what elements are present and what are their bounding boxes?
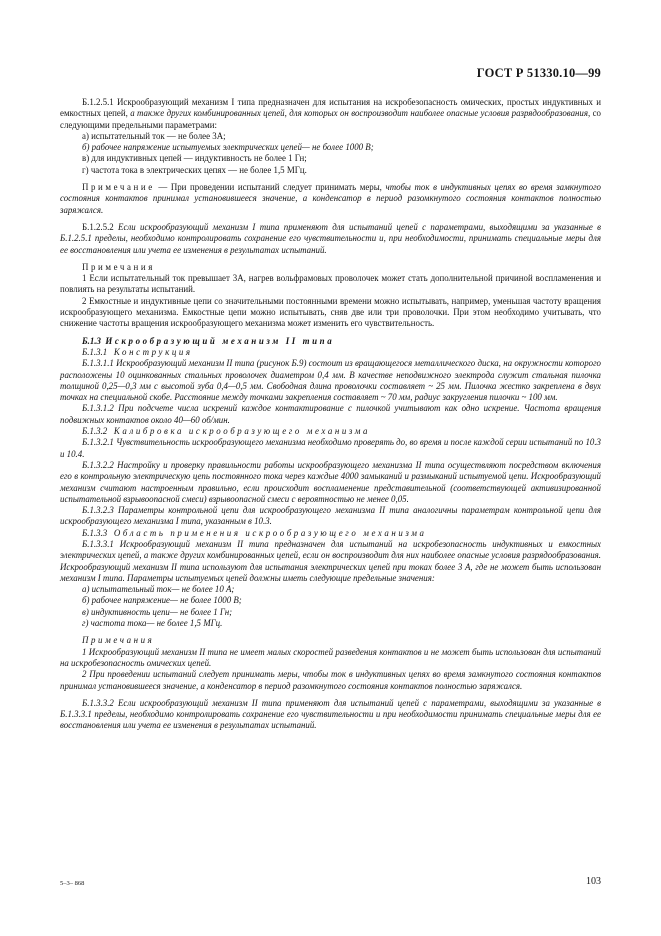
paragraph: Б.1.3.1.1 Искрообразующий механизм II типа (рисунок Б.9) состоит из вращающегося металлического диска, на окружности которого расположены 10 оцинкованных стальных проволочек диаметром 0,4 мм. В качестве неподвижного электрода служит стальная пилочка толщиной 0,25—0,3 мм с высотой зуба 0,4—0,5 мм. Свободная длина проволочки составляет ~ 25 мм. Пилочка жестко закреплена в двух точках на специальной скобе. Расстояние между точками закрепления составляет ~ 70 мм, радиус закругления пилочки ~ 100 мм. xyxy=(60,358,601,403)
subsection-heading: Б.1.3.1 Конструкция xyxy=(82,346,193,357)
note-item: 1 Искрообразующий механизм II типа не имеет малых скоростей разведения контактов и не может быть использован для испытаний на искробезопасность омических цепей. xyxy=(60,646,601,668)
paragraph-b1252: Б.1.2.5.2 Если искрообразующий механизм I типа применяют для испытаний цепей с параметрами, выходящими за указанные в Б.1.2.5.1 пределы, необходимо контролировать сохранение его чувствительности и, при необходимости, принимать специальные меры для ее восстановления или учета ее изменения в результатах испытаний. xyxy=(60,221,601,255)
list-item: г) частота тока— не более 1,5 МГц. xyxy=(82,618,223,629)
document-body xyxy=(60,97,601,732)
paragraph: Б.1.3.1.2 При подсчете числа искрений каждое контактирование с пилочкой учитывают как одно искрение. Частота вращения подвижных контактов около 40—60 об/мин. xyxy=(60,403,601,425)
paragraph: Б.1.3.3.1 Искрообразующий механизм II типа предназначен для испытаний на искробезопасность индуктивных и емкостных электрических цепей, а также других комбинированных цепей, если он воспроизводит для них наиболее опасные условия разрядообразования. Искрообразующий механизм II типа используют для испытания электрических цепей при токах более 3 А, где не может быть использован механизм I типа. Параметры испытуемых цепей должны иметь следующие предельные значения: xyxy=(60,538,601,583)
note-item: 2 Емкостные и индуктивные цепи со значительными постоянными времени можно испытывать, например, уменьшая частоту вращения искрообразующего механизма. Емкостные цепи можно испытывать, сняв две или три проволочки. При этом необходимо учитывать, что снижение частоты вращения искрообразующего механизма может изменить его чувствительность. xyxy=(60,295,601,329)
paragraph-b1251: Б.1.2.5.1 Искрообразующий механизм I типа предназначен для испытания на искробезопасность омических, простых индуктивных и емкостных цепей, а также других комбинированных цепей, для которых он воспроизводит наиболее опасные условия разрядообразования, со следующими предельными параметрами: xyxy=(60,97,601,130)
subsection-heading: Б.1.3.2 Калибровка искрообразующего механизма xyxy=(82,426,371,437)
list-item: б) рабочее напряжение— не более 1000 В; xyxy=(82,595,242,606)
note-item: 2 При проведении испытаний следует принимать меры, чтобы ток в индуктивных цепях во время замкнутого состояния контактов принимал установившееся значение, а конденсатор в период разомкнутого состояния контактов полностью заряжался. xyxy=(60,669,601,691)
section-heading: Б.1.3 Искрообразующий механизм II типа xyxy=(82,335,335,346)
paragraph: Б.1.3.2.2 Настройку и проверку правильности работы искрообразующего механизма II типа осуществляют посредством включения его в контрольную электрическую цепь постоянного тока через каждые 4000 замыканий и размыканий испытуемой цепи. Искрообразующий механизм считают настроенным правильно, если происходит воспламенение представительной (соответствующей активизированной испытательной взрывоопасной смеси) взрывоопасной смеси с вероятностью не менее 0,05. xyxy=(60,459,601,504)
standard-code: ГОСТ Р 51330.10—99 xyxy=(476,66,601,80)
notes-heading: Примечания xyxy=(82,261,155,272)
list-item: в) индуктивность цепи— не более 1 Гн; xyxy=(82,606,233,617)
subsection-heading: Б.1.3.3 Область применения искрообразующего механизма xyxy=(82,527,427,538)
paragraph: Б.1.3.2.3 Параметры контрольной цепи для искрообразующего механизма II типа аналогичны параметрам контрольной цепи для искрообразующего механизма I типа, указанным в 10.3. xyxy=(60,505,601,527)
page-number: 103 xyxy=(586,876,601,887)
list-item: а) испытательный ток — не более 3А; xyxy=(82,130,226,141)
print-code: 5–3– 868 xyxy=(60,880,85,887)
note-item: 1 Если испытательный ток превышает 3А, нагрев вольфрамовых проволочек может стать дополнительной причиной воспламенения и повлиять на результаты испытаний. xyxy=(60,273,601,295)
list-item: г) частота тока в электрических цепях — не более 1,5 МГц. xyxy=(82,164,307,175)
list-item: а) испытательный ток— не более 10 А; xyxy=(82,584,235,595)
notes-heading: Примечания xyxy=(82,635,155,646)
paragraph-b13332: Б.1.3.3.2 Если искрообразующий механизм II типа применяют для испытаний цепей с параметрами, выходящими за указанные в Б.1.3.3.1 пределы, необходимо контролировать сохранение его чувствительности и при необходимости принимать специальные меры для ее восстановления или учета ее изменения в результатах испытаний. xyxy=(60,697,601,731)
paragraph: Б.1.3.2.1 Чувствительность искрообразующего механизма необходимо проверять до, во время и после каждой серии испытаний по 10.3 и 10.4. xyxy=(60,437,601,459)
note: Примечание — При проведении испытаний следует принимать меры, чтобы ток в индуктивных цепях во время замкнутого состояния контактов принимал установившееся значение, а конденсатор в период разомкнутого состояния контактов полностью заряжался. xyxy=(60,182,601,215)
list-item: в) для индуктивных цепей — индуктивность не более 1 Гн; xyxy=(82,153,307,164)
list-item: б) рабочее напряжение испытуемых электрических цепей— не более 1000 В; xyxy=(82,142,374,153)
